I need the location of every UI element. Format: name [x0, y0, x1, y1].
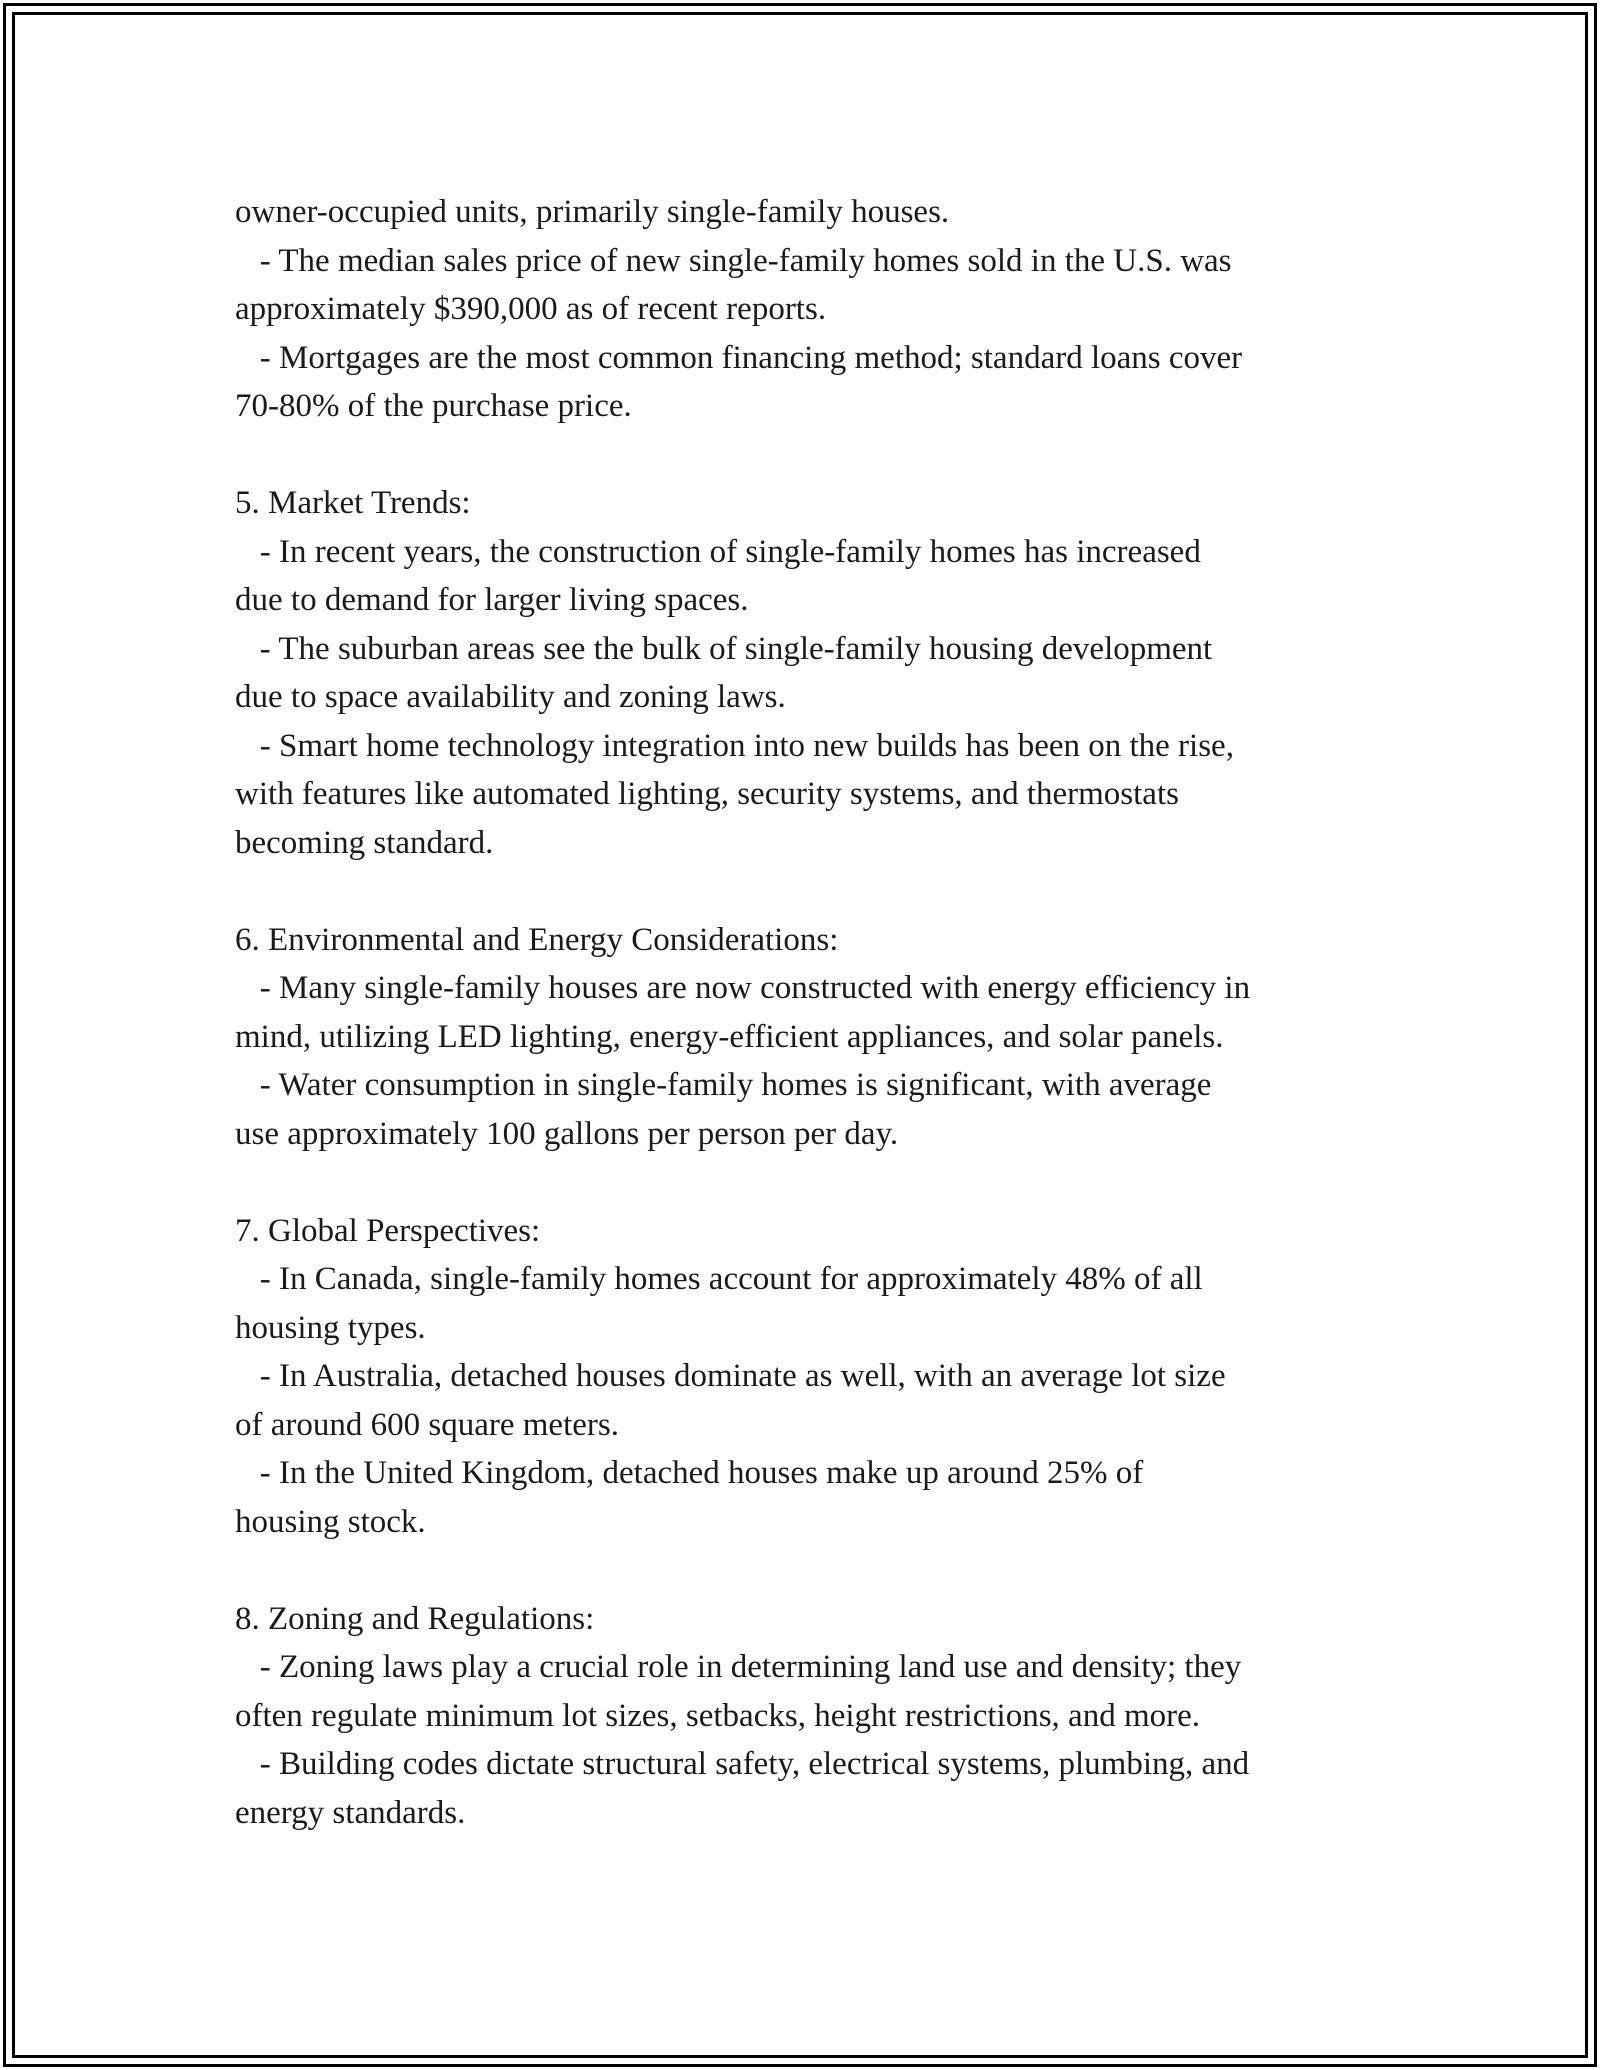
section-heading: 7. Global Perspectives: — [235, 1212, 541, 1249]
text-line: - In recent years, the construction of single-family homes has increased — [235, 533, 1201, 570]
text-line: - Zoning laws play a crucial role in determining land use and density; they — [235, 1649, 1242, 1685]
text-line: - The suburban areas see the bulk of single-family housing development — [235, 630, 1213, 667]
paragraph-spacer — [235, 1158, 1395, 1207]
section-environmental-energy — [235, 916, 1395, 1159]
text-line: mind, utilizing LED lighting, energy-efficient appliances, and solar panels. — [235, 1018, 1224, 1055]
text-line: owner-occupied units, primarily single-family houses. — [235, 194, 950, 230]
text-line: - Smart home technology integration into new builds has been on the rise, — [235, 727, 1234, 764]
section-heading: 8. Zoning and Regulations: — [235, 1600, 595, 1637]
section-heading: 5. Market Trends: — [235, 485, 471, 521]
section-zoning-regulations — [235, 1595, 1395, 1838]
text-line: often regulate minimum lot sizes, setbacks, height restrictions, and more. — [235, 1697, 1201, 1734]
text-line: - In the United Kingdom, detached houses make up around 25% of — [235, 1455, 1144, 1491]
text-line: of around 600 square meters. — [235, 1406, 619, 1443]
paragraph-spacer — [235, 867, 1395, 916]
text-line: housing types. — [235, 1309, 426, 1346]
text-line: energy standards. — [235, 1794, 466, 1831]
text-line: due to space availability and zoning laws. — [235, 679, 786, 715]
section-global-perspectives — [235, 1207, 1395, 1547]
text-line: - Water consumption in single-family homes is significant, with average — [235, 1067, 1212, 1103]
intro-paragraph — [235, 188, 1395, 431]
text-line: - Building codes dictate structural safety, electrical systems, plumbing, and — [235, 1746, 1250, 1782]
text-line: - Mortgages are the most common financing method; standard loans cover — [235, 339, 1243, 376]
section-market-trends — [235, 479, 1395, 867]
text-line: becoming standard. — [235, 824, 494, 861]
document-body — [235, 188, 1395, 1837]
section-heading: 6. Environmental and Energy Considerations: — [235, 921, 839, 958]
text-line: approximately $390,000 as of recent reports. — [235, 291, 827, 327]
paragraph-spacer — [235, 1546, 1395, 1595]
text-line: - In Australia, detached houses dominate as well, with an average lot size — [235, 1358, 1226, 1394]
text-line: use approximately 100 gallons per person per day. — [235, 1115, 899, 1152]
text-line: housing stock. — [235, 1503, 426, 1540]
text-line: - In Canada, single-family homes account for approximately 48% of all — [235, 1261, 1203, 1297]
text-line: - Many single-family houses are now constructed with energy efficiency in — [235, 970, 1251, 1006]
text-line: 70-80% of the purchase price. — [235, 388, 632, 424]
text-line: with features like automated lighting, security systems, and thermostats — [235, 776, 1179, 812]
text-line: - The median sales price of new single-family homes sold in the U.S. was — [235, 242, 1232, 279]
text-line: due to demand for larger living spaces. — [235, 582, 749, 618]
paragraph-spacer — [235, 431, 1395, 480]
